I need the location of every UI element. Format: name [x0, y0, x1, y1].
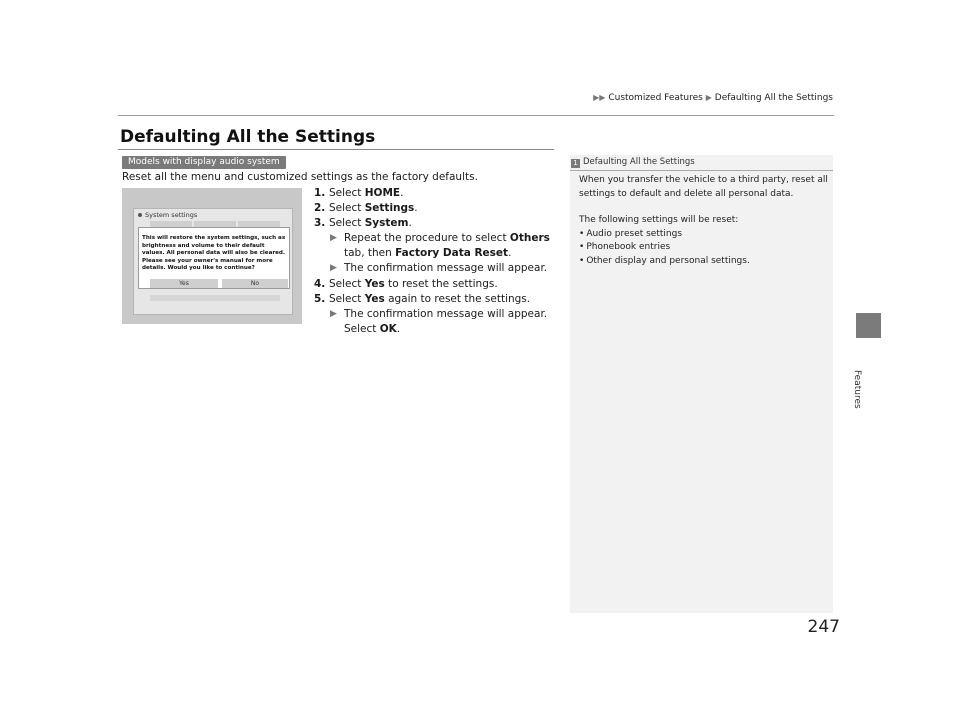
model-badge: Models with display audio system [122, 156, 286, 169]
screenshot-message: This will restore the system settings, such as brightness and volume to their default values. All personal data will also be cleared. Please see your owner's manual for more details. Would you like to continue? [142, 235, 286, 272]
intro-text: Reset all the menu and customized settings as the factory defaults. [122, 171, 478, 183]
chapter-label: Features [852, 370, 862, 409]
triangle-right-icon: ▶ [705, 93, 712, 102]
note-list-intro: The following settings will be reset: [579, 215, 739, 225]
header-divider [118, 115, 834, 116]
note-list-item: • Phonebook entries [579, 241, 829, 255]
screenshot-no-button: No [222, 279, 288, 288]
chapter-tab-marker [856, 313, 881, 338]
arrow-right-icon: ▶ [330, 308, 337, 319]
step-4: 4. Select Yes to reset the settings. [314, 277, 498, 290]
note-list-item: • Audio preset settings [579, 228, 829, 242]
page-title: Defaulting All the Settings [120, 127, 376, 147]
page-number: 247 [807, 617, 840, 637]
arrow-right-icon: ▶ [330, 263, 337, 274]
step-5-sub-a-cont: Select OK. [344, 322, 401, 335]
breadcrumb-part1: Customized Features [608, 93, 703, 103]
screenshot-yes-button: Yes [150, 279, 218, 288]
step-1: 1. Select HOME. [314, 187, 404, 199]
step-3: 3. Select System. [314, 217, 412, 230]
settings-dot-icon [138, 213, 142, 217]
screenshot-title: System settings [138, 211, 197, 219]
step-5-sub-a: ▶ The confirmation message will appear. [314, 307, 554, 322]
title-divider [118, 149, 554, 150]
arrow-right-icon: ▶ [330, 233, 337, 244]
note-paragraph: When you transfer the vehicle to a third party, reset all settings to default and delete all personal data. [579, 175, 828, 199]
note-list-item: • Other display and personal settings. [579, 255, 829, 269]
step-5: 5. Select Yes again to reset the settings. [314, 292, 531, 305]
step-3-sub-a-cont: tab, then Factory Data Reset. [344, 247, 512, 260]
screenshot-image [122, 188, 302, 324]
screenshot-screen [133, 208, 293, 315]
breadcrumb-part2: Defaulting All the Settings [714, 93, 833, 103]
step-2: 2. Select Settings. [314, 202, 418, 215]
steps-list [314, 186, 554, 337]
reference-marker-icon: 1 [571, 159, 580, 168]
side-note [570, 155, 833, 613]
breadcrumb [580, 93, 833, 103]
triangle-right-icon: ▶▶ [593, 93, 606, 102]
step-3-sub-b: ▶ The confirmation message will appear. [314, 261, 554, 276]
screenshot-footer [150, 295, 280, 301]
step-3-sub-a: ▶ Repeat the procedure to select Others [314, 231, 554, 246]
note-heading: 1 Defaulting All the Settings [570, 155, 833, 171]
note-body [579, 174, 829, 268]
